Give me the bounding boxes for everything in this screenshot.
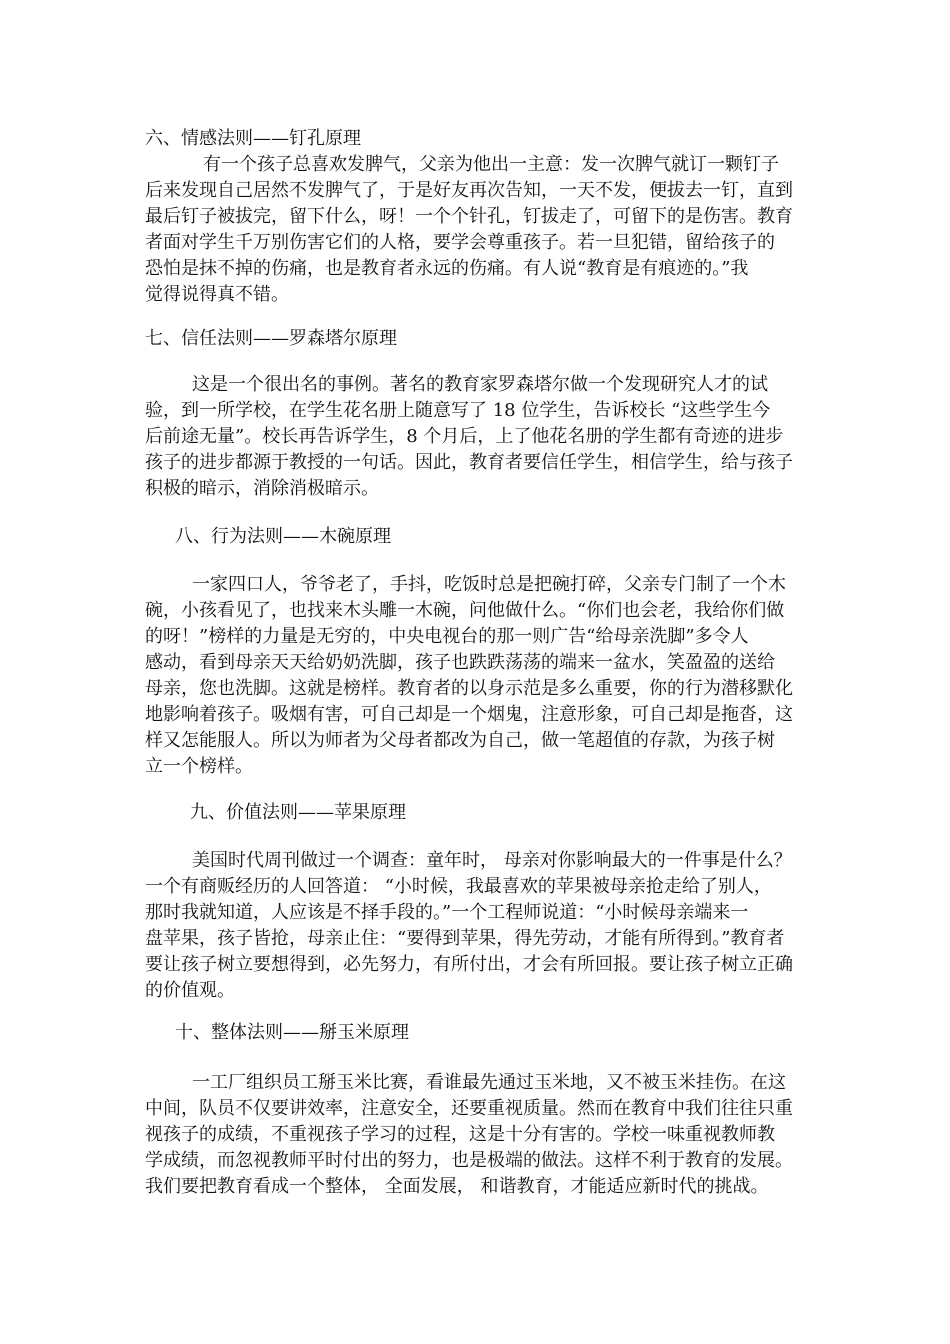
paragraph-line: 我们要把教育看成一个整体， 全面发展， 和谐教育，才能适应新时代的挑战。 [145, 1176, 769, 1197]
paragraph-line: 立一个榜样。 [145, 756, 253, 777]
paragraph-line: 者面对学生千万别伤害它们的人格，要学会尊重孩子。若一旦犯错，留给孩子的 [145, 232, 775, 253]
paragraph-line: 后来发现自己居然不发脾气了，于是好友再次告知，一天不发，便拔去一钉，直到 [145, 180, 793, 201]
paragraph-line: 碗，小孩看见了，也找来木头雕一木碗，问他做什么。“你们也会老，我给你们做 [145, 600, 785, 621]
paragraph-line: 的价值观。 [145, 980, 235, 1001]
paragraph-line: 样又怎能服人。所以为师者为父母者都改为自己，做一笔超值的存款，为孩子树 [145, 730, 775, 751]
section-heading: 九、价值法则——苹果原理 [190, 802, 406, 823]
paragraph-line: 这是一个很出名的事例。著名的教育家罗森塔尔做一个发现研究人才的试 [192, 374, 768, 395]
paragraph-line: 美国时代周刊做过一个调查：童年时， 母亲对你影响最大的一件事是什么？ [192, 850, 792, 871]
paragraph-line: 学成绩，而忽视教师平时付出的努力，也是极端的做法。这样不利于教育的发展。 [145, 1150, 793, 1171]
paragraph-line: 盘苹果，孩子皆抢，母亲止住：“要得到苹果，得先劳动，才能有所得到。”教育者 [145, 928, 785, 949]
paragraph-line: 有一个孩子总喜欢发脾气，父亲为他出一主意：发一次脾气就订一颗钉子 [203, 154, 779, 175]
section-heading: 六、情感法则——钉孔原理 [145, 128, 361, 149]
paragraph-line: 孩子的进步都源于教授的一句话。因此，教育者要信任学生，相信学生，给与孩子 [145, 452, 793, 473]
paragraph-line: 一工厂组织员工掰玉米比赛，看谁最先通过玉米地，又不被玉米挂伤。在这 [192, 1072, 786, 1093]
paragraph-line: 地影响着孩子。吸烟有害，可自己却是一个烟鬼，注意形象，可自己却是拖沓，这 [145, 704, 793, 725]
paragraph-line: 积极的暗示，消除消极暗示。 [145, 478, 379, 499]
section-heading: 八、行为法则——木碗原理 [175, 526, 391, 547]
paragraph-line: 觉得说得真不错。 [145, 284, 289, 305]
section-heading: 十、整体法则——掰玉米原理 [175, 1022, 409, 1043]
paragraph-line: 恐怕是抹不掉的伤痛，也是教育者永远的伤痛。有人说“教育是有痕迹的。”我 [145, 258, 749, 279]
paragraph-line: 一个有商贩经历的人回答道： “小时候，我最喜欢的苹果被母亲抢走给了别人， [145, 876, 772, 897]
paragraph-line: 的呀！”榜样的力量是无穷的，中央电视台的那一则广告“给母亲洗脚”多令人 [145, 626, 749, 647]
paragraph-line: 感动，看到母亲天天给奶奶洗脚，孩子也跌跌荡荡的端来一盆水，笑盈盈的送给 [145, 652, 775, 673]
paragraph-line: 一家四口人，爷爷老了，手抖，吃饭时总是把碗打碎，父亲专门制了一个木 [192, 574, 786, 595]
paragraph-line: 后前途无量”。校长再告诉学生，8 个月后，上了他花名册的学生都有奇迹的进步 [145, 426, 784, 447]
paragraph-line: 视孩子的成绩，不重视孩子学习的过程，这是十分有害的。学校一味重视教师教 [145, 1124, 775, 1145]
paragraph-line: 最后钉子被拔完，留下什么，呀！一个个针孔，钉拔走了，可留下的是伤害。教育 [145, 206, 793, 227]
section-heading: 七、信任法则——罗森塔尔原理 [145, 328, 397, 349]
paragraph-line: 母亲，您也洗脚。这就是榜样。教育者的以身示范是多么重要，你的行为潜移默化 [145, 678, 793, 699]
paragraph-line: 中间，队员不仅要讲效率，注意安全，还要重视质量。然而在教育中我们往往只重 [145, 1098, 793, 1119]
paragraph-line: 验，到一所学校，在学生花名册上随意写了 18 位学生，告诉校长 “这些学生今 [145, 400, 771, 421]
paragraph-line: 那时我就知道，人应该是不择手段的。”一个工程师说道：“小时候母亲端来一 [145, 902, 749, 923]
paragraph-line: 要让孩子树立要想得到，必先努力，有所付出，才会有所回报。要让孩子树立正确 [145, 954, 793, 975]
